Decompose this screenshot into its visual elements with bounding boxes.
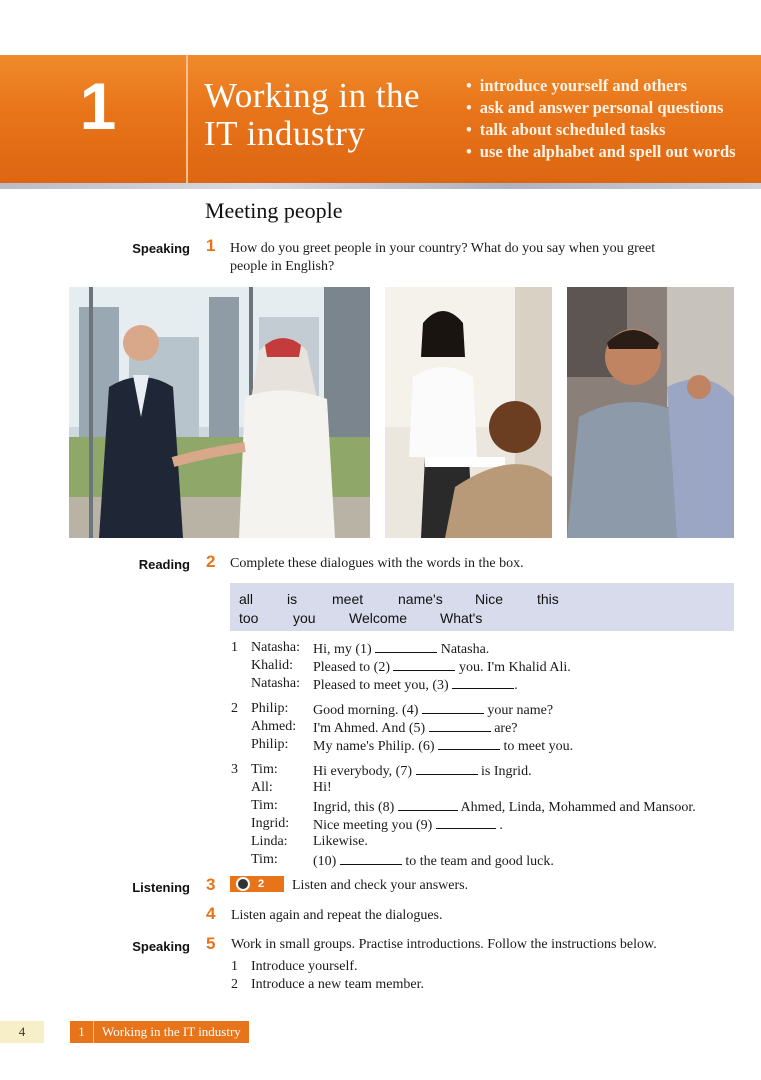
section-title: Meeting people: [205, 198, 343, 223]
dialogue-speaker: Ahmed:: [251, 719, 297, 734]
dialogue-line: Good morning. (4) your name?: [313, 703, 554, 718]
word-box-word: meet: [332, 591, 364, 607]
dialogue-line: (10) to the team and good luck.: [313, 854, 554, 869]
word-box: [230, 583, 734, 631]
instruction-number: 1: [231, 959, 238, 974]
exercise-1-text-line1: How do you greet people in your country? What do you say when you greet: [230, 241, 656, 256]
exercise-3-text: Listen and check your answers.: [292, 878, 469, 893]
answer-blank[interactable]: [452, 676, 514, 689]
banner-band: [0, 183, 761, 189]
dialogue-line: Hi everybody, (7) is Ingrid.: [313, 764, 532, 779]
exercise-2-text: Complete these dialogues with the words in the box.: [230, 556, 524, 571]
dialogue-speaker: Philip:: [251, 701, 289, 716]
dialogue-speaker: Natasha:: [251, 676, 300, 691]
dialogue-line: Ingrid, this (8) Ahmed, Linda, Mohammed and Mansoor.: [313, 800, 696, 815]
photo-business-card: [385, 287, 552, 538]
cd-track-icon[interactable]: [230, 876, 284, 892]
answer-blank[interactable]: [416, 762, 478, 775]
exercise-number: 5: [206, 934, 216, 953]
answer-blank[interactable]: [422, 701, 484, 714]
skill-label-speaking: Speaking: [132, 241, 190, 256]
dialogue-speaker: All:: [251, 780, 273, 795]
word-box-word: Nice: [475, 591, 504, 607]
answer-blank[interactable]: [393, 658, 455, 671]
footer-unit-tag: [70, 1021, 249, 1043]
skill-label-listening: Listening: [132, 880, 190, 895]
word-box-word: all: [239, 591, 254, 607]
unit-banner: [0, 55, 761, 183]
dialogue-line: Hi, my (1) Natasha.: [313, 642, 490, 657]
unit-number: 1: [79, 69, 117, 143]
exercise-number: 1: [206, 236, 216, 255]
unit-title-line1: Working in the: [204, 76, 421, 115]
dialogue-speaker: Tim:: [251, 762, 278, 777]
objective-item: • talk about scheduled tasks: [466, 119, 761, 141]
dialogue-line: I'm Ahmed. And (5) are?: [313, 721, 518, 736]
exercise-number: 4: [206, 904, 216, 923]
dialogue-number: 2: [231, 701, 238, 716]
dialogue-line: Hi!: [313, 780, 332, 795]
exercise-number: 3: [206, 875, 216, 894]
dialogue-speaker: Tim:: [251, 798, 278, 813]
instruction-item: Introduce yourself.: [251, 959, 358, 974]
dialogue-number: 1: [231, 640, 238, 655]
objective-item: • ask and answer personal questions: [466, 97, 761, 119]
exercise-5-text: Work in small groups. Practise introductions. Follow the instructions below.: [231, 937, 657, 952]
skill-label-reading: Reading: [138, 557, 190, 572]
photo-embrace: [567, 287, 734, 538]
exercise-number: 2: [206, 552, 216, 571]
word-box-word: Welcome: [349, 610, 408, 626]
answer-blank[interactable]: [429, 719, 491, 732]
cd-disc-icon: [236, 877, 250, 891]
dialogue-speaker: Philip:: [251, 737, 289, 752]
answer-blank[interactable]: [398, 798, 458, 811]
answer-blank[interactable]: [375, 640, 437, 653]
unit-objectives: [466, 75, 761, 163]
dialogue-speaker: Tim:: [251, 852, 278, 867]
answer-blank[interactable]: [340, 852, 402, 865]
word-box-word: you: [293, 610, 316, 626]
word-box-word: is: [287, 591, 298, 607]
dialogue-speaker: Khalid:: [251, 658, 293, 673]
banner-divider: [186, 55, 188, 183]
footer-unit-number: 1: [70, 1021, 94, 1043]
instruction-item: Introduce a new team member.: [251, 977, 424, 992]
dialogue-number: 3: [231, 762, 238, 777]
exercise-1-text-line2: people in English?: [230, 259, 335, 274]
unit-title-line2: IT industry: [204, 114, 366, 153]
skill-label-speaking: Speaking: [132, 939, 190, 954]
instruction-number: 2: [231, 977, 238, 992]
answer-blank[interactable]: [438, 737, 500, 750]
dialogue-line: Likewise.: [313, 834, 368, 849]
dialogue-line: My name's Philip. (6) to meet you.: [313, 739, 574, 754]
page-number: 4: [0, 1021, 44, 1043]
objective-item: • use the alphabet and spell out words: [466, 141, 761, 163]
word-box-word: What's: [440, 610, 483, 626]
answer-blank[interactable]: [436, 816, 496, 829]
dialogue-line: Pleased to meet you, (3) .: [313, 678, 518, 693]
cd-track-number: 2: [258, 878, 265, 890]
dialogue-line: Nice meeting you (9) .: [313, 818, 503, 833]
dialogue-speaker: Natasha:: [251, 640, 300, 655]
dialogue-speaker: Linda:: [251, 834, 288, 849]
dialogue-speaker: Ingrid:: [251, 816, 290, 831]
unit-title: [204, 77, 454, 153]
photo-handshake: [69, 287, 370, 538]
exercise-4-text: Listen again and repeat the dialogues.: [231, 908, 443, 923]
objective-item: • introduce yourself and others: [466, 75, 761, 97]
word-box-word: this: [537, 591, 559, 607]
word-box-word: too: [239, 610, 259, 626]
dialogue-line: Pleased to (2) you. I'm Khalid Ali.: [313, 660, 571, 675]
footer-unit-title: Working in the IT industry: [102, 1024, 241, 1039]
word-box-word: name's: [398, 591, 443, 607]
